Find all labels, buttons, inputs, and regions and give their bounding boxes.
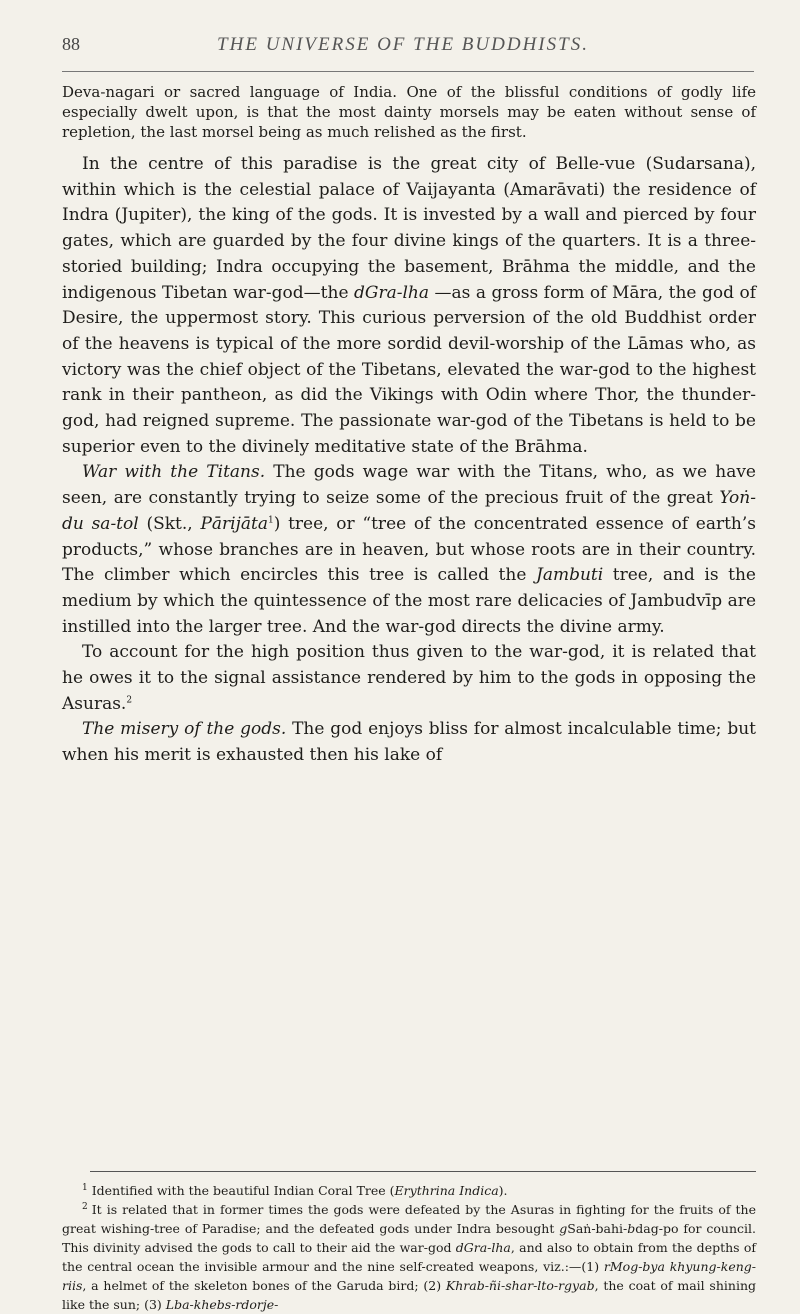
text-run: (Skt., bbox=[138, 513, 201, 534]
footnote-number: 2 bbox=[82, 1201, 88, 1212]
footnotes bbox=[62, 1181, 756, 1314]
italic-term: dGra-lha bbox=[354, 282, 430, 303]
text-run: Saṅ-bahi- bbox=[567, 1221, 628, 1236]
text-run: tree, and is the medium by which the quintessence of the most rare delicacies of Jambudvīp are instilled into the larger tree. And the war-god directs the divine army. bbox=[62, 565, 756, 637]
footnote-ref-2[interactable]: 2 bbox=[126, 695, 133, 706]
footnote-number: 1 bbox=[82, 1182, 88, 1193]
paragraph-war-god-position bbox=[62, 640, 756, 717]
text-run: , a helmet of the skeleton bones of the Garuda bird; (2) bbox=[82, 1278, 446, 1293]
italic-term: Pārijāta bbox=[200, 513, 268, 534]
footnote-2 bbox=[62, 1200, 756, 1314]
paragraph-misery-of-gods bbox=[62, 717, 756, 768]
text-run: The gods wage war with the Titans, who, as we have seen, are constantly trying to seize some of the precious fruit of the great bbox=[62, 462, 756, 509]
text-run: It is related that in former times the gods were defeated by the Asuras in fighting for the fruits of the great wishing-tree of Paradise; and the defeated gods under Indra besought bbox=[62, 1202, 756, 1236]
footnote-1 bbox=[62, 1181, 756, 1200]
italic-term: Jambuti bbox=[536, 565, 604, 586]
italic-term: Khrab-ñi-shar-lto-rgyab bbox=[445, 1278, 595, 1293]
running-title: THE UNIVERSE OF THE BUDDHISTS. bbox=[217, 34, 589, 55]
text-run: To account for the high position thus given to the war-god, it is related that he owes it to the signal assistance rendered by him to the gods in opposing the Asuras. bbox=[62, 642, 756, 714]
text-run: Identified with the beautiful Indian Coral Tree ( bbox=[91, 1183, 395, 1198]
italic-term: dGra-lha bbox=[455, 1240, 511, 1255]
italic-term: g bbox=[559, 1221, 568, 1236]
page-number: 88 bbox=[62, 34, 80, 54]
side-heading: War with the Titans. bbox=[82, 462, 266, 483]
paragraph-continued: Deva-nagari or sacred language of India. One of the blissful conditions of godly life especially dwelt upon, is that the most dainty morsels may be eaten without sense of repletion, the last morsel being as much relished as the first. bbox=[62, 83, 756, 141]
page-header bbox=[62, 34, 744, 64]
text-run: In the centre of this paradise is the great city of Belle-vue (Sudarsana), within which is the celestial palace of Vaijayanta (Amarāvati) the residence of Indra (Jupiter), the king of the gods. It is invested by a wall and pierced by four gates, which are guarded by the four divine kings of the quarters. It is a three-storied building; Indra occupying the basement, Brāhma the middle, and the indigenous Tibetan war-god—the bbox=[62, 154, 756, 303]
italic-term: Erythrina Indica bbox=[394, 1183, 499, 1198]
side-heading: The misery of the gods. bbox=[82, 719, 287, 740]
italic-term: rMog-bya khyung-keng-riis bbox=[62, 1259, 756, 1293]
text-run: , the coat of mail shining like the sun; (3) bbox=[62, 1278, 756, 1312]
text-run: —as a gross form of Māra, the god of Desire, the uppermost story. This curious perversion of the old Buddhist order of the heavens is typical of the more sordid devil-worship of the Lāmas who, as victory was the chief object of the Tibetans, elevated the war-god to the highest rank in their pantheon, as did the Vikings with Odin where Thor, the thunder-god, had reigned supreme. The passionate war-god of the Tibetans is held to be superior even to the divinely meditative state of the Brāhma. bbox=[62, 282, 756, 457]
paragraph-paradise bbox=[62, 152, 756, 460]
text-run: ) tree, or “tree of the concentrated essence of earth’s products,” whose branches are in heaven, but whose roots are in their country. The climber which encircles this tree is called the bbox=[62, 513, 757, 586]
footnote-ref-1[interactable]: 1 bbox=[267, 515, 274, 526]
italic-term: Yoṅ-du sa-tol bbox=[62, 488, 756, 534]
footnote-rule bbox=[90, 1171, 756, 1172]
body-text bbox=[62, 82, 756, 769]
text-run: The god enjoys bliss for almost incalculable time; but when his merit is exhausted then his lake of bbox=[62, 719, 757, 766]
text-run: dag-po for council. This divinity advised the gods to call to their aid the war-god bbox=[62, 1221, 756, 1255]
text-run: ). bbox=[498, 1183, 508, 1198]
italic-term: Lba-khebs-rdorje- bbox=[165, 1297, 279, 1312]
header-rule bbox=[62, 71, 754, 72]
paragraph-war-with-titans bbox=[62, 460, 756, 640]
text-run: , and also to obtain from the depths of the central ocean the invisible armour and the nine self-created weapons, viz.:—(1) bbox=[62, 1240, 756, 1274]
italic-term: b bbox=[627, 1221, 636, 1236]
